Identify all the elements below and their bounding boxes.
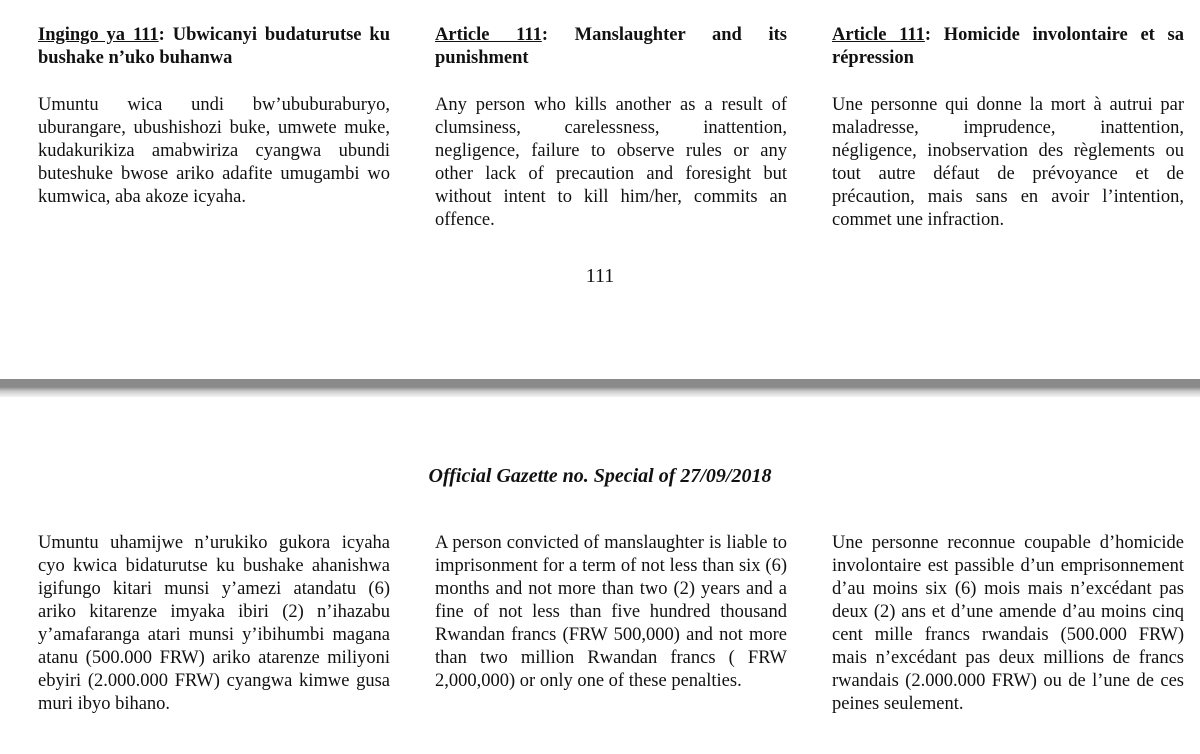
article-heading-kinyarwanda [38,24,390,70]
gazette-header: Official Gazette no. Special of 27/09/2018 [428,465,772,487]
article-title-kinyarwanda: : Ubwicanyi budaturutse ku bushake n’uko buhanwa [38,25,390,68]
penalty-text-english: A person convicted of manslaughter is liable to imprisonment for a term of not less than six (6) months and not more than two (2) years and a fine of not less than five hundred thousand Rwandan francs (FRW 500,000) and not more than two million Rwandan francs ( FRW 2,000,000) or only one of these penalties. [435,533,787,691]
penalty-text-kinyarwanda: Umuntu uhamijwe n’urukiko gukora icyaha cyo kwica bidaturutse ku bushake ahanishwa igifungo kitari munsi y’amezi atandatu (6) ariko kitarenze imyaka ibiri (2) n’ihazabu y’amafaranga atari munsi y’ibihumbi magana atanu (500.000 FRW) ariko atarenze miliyoni ebyiri (2.000.000 FRW) cyangwa kimwe gusa muri ibyo bihano. [38,533,390,714]
article-label-kinyarwanda: Ingingo ya 111 [38,25,159,45]
article-title-english: : Manslaughter and its punishment [435,25,787,68]
article-heading-french [832,24,1184,70]
article-text-french: Une personne qui donne la mort à autrui par maladresse, imprudence, inattention, négligence, inobservation des règlements ou tout autre défaut de prévoyance et de précaution, mais sans en avoir l’intention, commet une infraction. [832,95,1184,230]
article-title-french: : Homicide involontaire et sa répression [832,25,1184,68]
page-separator [0,379,1200,397]
penalty-text-french: Une personne reconnue coupable d’homicide involontaire est passible d’un emprisonnement d’au moins six (6) mois mais n’excédant pas deux (2) ans et d’une amende d’au moins cinq cent mille francs rwandais (500.000 FRW) mais n’excédant pas deux millions de francs rwandais (2.000.000 FRW) ou de l’une de ces peines seulement. [832,533,1184,714]
article-label-english: Article 111 [435,25,542,45]
article-label-french: Article 111 [832,25,925,45]
article-heading-english [435,24,787,70]
article-text-english: Any person who kills another as a result of clumsiness, carelessness, inattention, negligence, failure to observe rules or any other lack of precaution and foresight but without intent to kill him/her, commits an offence. [435,95,787,230]
article-text-kinyarwanda: Umuntu wica undi bw’ububuraburyo, uburangare, ubushishozi buke, umwete muke, kudakurikiza amabwiriza cyangwa ubundi buteshuke bwose ariko adafite umugambi wo kumwica, aba akoze icyaha. [38,95,390,207]
page-number: 111 [585,265,615,287]
